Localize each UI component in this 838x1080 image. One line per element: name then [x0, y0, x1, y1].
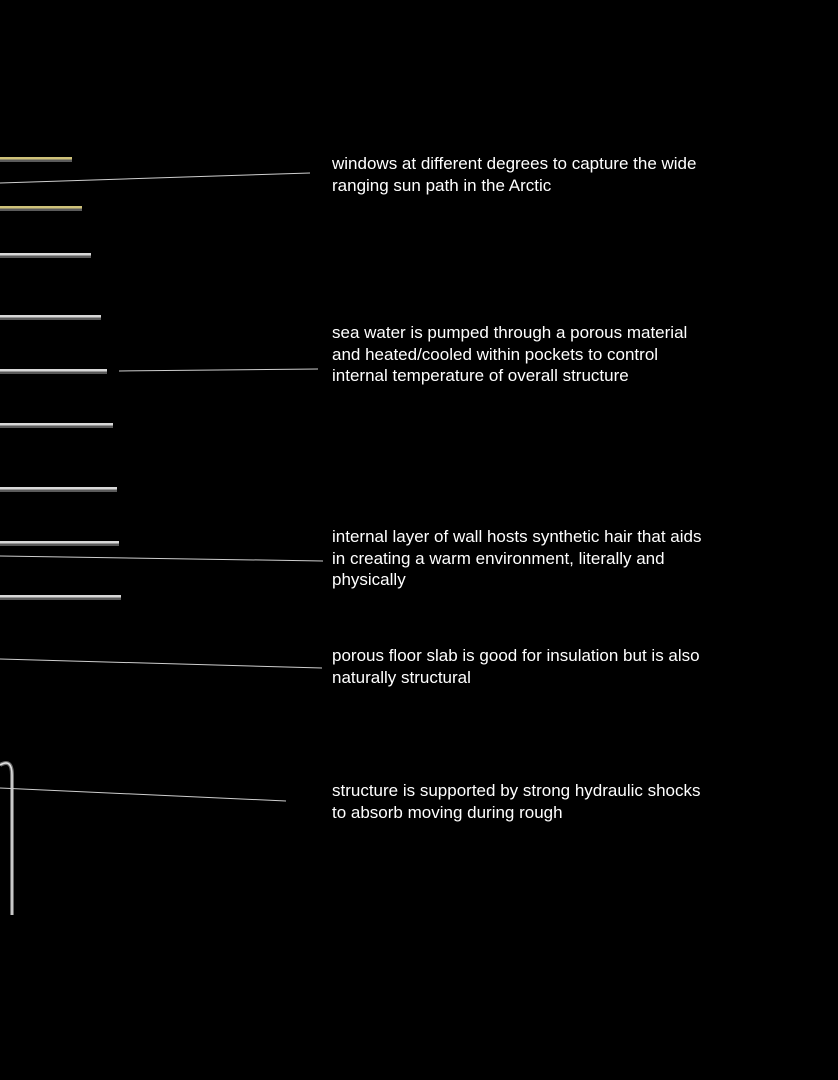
annotation-windows: windows at different degrees to capture the wide ranging sun path in the Arctic	[332, 154, 697, 195]
annotation-floor-slab: porous floor slab is good for insulation but is also naturally structural	[332, 646, 700, 687]
slab-4	[0, 315, 101, 320]
annotation-sea-water: sea water is pumped through a porous material and heated/cooled within pockets to control internal temperature of overall structure	[332, 323, 688, 385]
slab-2	[0, 206, 82, 211]
slab-5	[0, 369, 107, 374]
annotation-hydraulic-structure: structure is supported by strong hydraulic shocks to absorb moving during rough	[332, 781, 701, 822]
slab-1	[0, 157, 72, 162]
leader-line-hair	[0, 556, 323, 561]
slab-6	[0, 423, 113, 428]
floor-slabs	[0, 157, 121, 600]
leader-line-structure	[0, 788, 286, 801]
slab-9	[0, 595, 121, 600]
slab-3	[0, 253, 91, 258]
hydraulic-support	[0, 763, 12, 915]
leader-line-seawater	[119, 369, 318, 371]
slab-8	[0, 541, 119, 546]
leader-line-floor	[0, 659, 322, 668]
slab-7	[0, 487, 117, 492]
leader-line-windows	[0, 173, 310, 183]
annotation-synthetic-hair: internal layer of wall hosts synthetic hair that aids in creating a warm environment, literally and physically	[332, 527, 702, 589]
